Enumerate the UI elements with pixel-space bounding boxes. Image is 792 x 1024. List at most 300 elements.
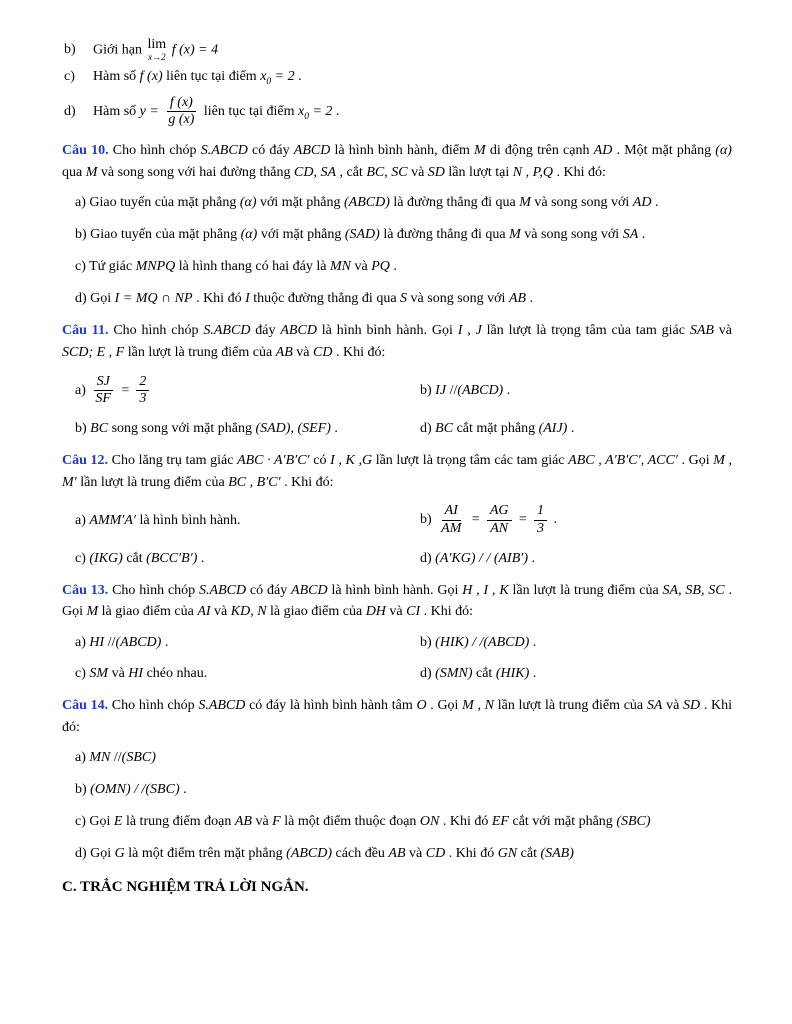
math-run bbox=[435, 635, 529, 650]
text: CI bbox=[406, 604, 421, 620]
text: S.ABCD bbox=[199, 582, 247, 598]
text-run bbox=[193, 291, 246, 306]
text: d) bbox=[420, 665, 436, 681]
text: ABCD bbox=[293, 143, 331, 159]
text: , cắt bbox=[336, 164, 367, 180]
math-run bbox=[197, 604, 210, 619]
text: PQ bbox=[371, 259, 390, 275]
text: Cho lăng trụ tam giác bbox=[108, 453, 238, 469]
math-run bbox=[647, 698, 663, 713]
question-number bbox=[62, 143, 109, 158]
limit-word: lim bbox=[147, 37, 167, 52]
text: x bbox=[260, 69, 267, 85]
text-run bbox=[125, 846, 286, 861]
text: b) bbox=[420, 382, 436, 398]
math-run bbox=[260, 69, 272, 87]
math-run bbox=[291, 583, 328, 598]
text: Hàm số bbox=[93, 103, 140, 119]
statement-row bbox=[62, 632, 732, 653]
text: lần lượt tại bbox=[444, 164, 513, 180]
text: cắt với mặt phẳng bbox=[508, 814, 617, 830]
math-run bbox=[241, 227, 258, 242]
limit-subscript: x→2 bbox=[148, 51, 166, 62]
text: . bbox=[529, 665, 537, 681]
text: và bbox=[713, 323, 732, 339]
item-label: d) bbox=[64, 103, 76, 119]
text-run bbox=[75, 666, 89, 681]
text: . Khi đó: bbox=[332, 345, 386, 361]
text: AB bbox=[234, 814, 252, 830]
math-run bbox=[513, 165, 553, 180]
text-run bbox=[526, 291, 533, 306]
statement-cell bbox=[420, 380, 732, 401]
statement-cell bbox=[420, 663, 732, 684]
math-run bbox=[294, 143, 331, 158]
text: CD bbox=[313, 345, 333, 361]
text: SAB bbox=[689, 323, 714, 339]
statement-item bbox=[62, 288, 732, 309]
text-run bbox=[200, 104, 298, 119]
text: (ABCD) bbox=[115, 634, 162, 650]
text: là hình thang có hai đáy là bbox=[175, 259, 330, 275]
text-run bbox=[75, 635, 89, 650]
math-run bbox=[231, 604, 267, 619]
text: KD, N bbox=[230, 604, 267, 620]
math-run bbox=[426, 846, 445, 861]
text: và song song với bbox=[530, 195, 633, 211]
text-run bbox=[517, 846, 540, 861]
text: a) Giao tuyến của mặt phẳng bbox=[75, 195, 240, 211]
math-run bbox=[594, 143, 613, 158]
math-run bbox=[117, 383, 133, 398]
text-run bbox=[331, 421, 338, 436]
math-run bbox=[663, 583, 725, 598]
text-run bbox=[420, 551, 435, 566]
text-run bbox=[453, 421, 539, 436]
text: (SAD) bbox=[344, 227, 380, 243]
text: AI bbox=[197, 604, 211, 620]
statement-item bbox=[62, 256, 732, 277]
text: (ABCD) bbox=[457, 382, 504, 398]
text: f (x) bbox=[139, 69, 163, 85]
text-run bbox=[330, 143, 474, 158]
text: M , N bbox=[462, 697, 495, 713]
question-paragraph bbox=[62, 450, 732, 493]
math-run bbox=[498, 846, 517, 861]
text: S.ABCD bbox=[200, 143, 248, 159]
text-run bbox=[75, 421, 90, 436]
text: IJ bbox=[435, 382, 447, 398]
text-run bbox=[75, 195, 240, 210]
text-run bbox=[97, 165, 294, 180]
text-run bbox=[124, 345, 275, 360]
text-run bbox=[75, 782, 90, 797]
text-run bbox=[531, 195, 633, 210]
text: f (x) = 4 bbox=[168, 42, 219, 58]
math-run bbox=[683, 698, 700, 713]
text: BC bbox=[90, 421, 109, 437]
text: b) Giao tuyến của mặt phẳng bbox=[75, 227, 241, 243]
text: (IKG) bbox=[89, 550, 123, 566]
text: cắt bbox=[517, 846, 541, 862]
math-run bbox=[128, 666, 143, 681]
text: S bbox=[400, 291, 408, 307]
text: a) bbox=[75, 382, 90, 398]
text: và bbox=[210, 604, 231, 620]
question-number bbox=[62, 453, 108, 468]
text: AMM′A′ bbox=[89, 512, 136, 528]
text: là đường thẳng đi qua bbox=[379, 227, 510, 243]
question-number bbox=[62, 583, 108, 598]
text: (α) bbox=[715, 143, 732, 159]
text-run bbox=[250, 291, 400, 306]
text: . bbox=[161, 634, 169, 650]
statement-cell bbox=[75, 373, 420, 408]
text: (SBC) bbox=[121, 750, 156, 766]
text: I , J bbox=[457, 323, 482, 339]
text-run bbox=[406, 846, 426, 861]
text: I = MQ ∩ NP bbox=[114, 291, 193, 307]
math-run bbox=[272, 814, 281, 829]
text-run bbox=[75, 259, 136, 274]
text: AB bbox=[275, 345, 293, 361]
math-run bbox=[87, 604, 99, 619]
text-run bbox=[486, 143, 594, 158]
statement-item bbox=[64, 94, 732, 129]
math-run bbox=[371, 259, 390, 274]
text: = bbox=[116, 382, 134, 398]
text-run bbox=[332, 104, 339, 119]
text: AD bbox=[593, 143, 613, 159]
text-run bbox=[75, 513, 89, 528]
text-run bbox=[143, 666, 207, 681]
text-run bbox=[75, 814, 114, 829]
fraction-denominator: AM bbox=[441, 520, 462, 536]
text: O bbox=[416, 697, 427, 713]
math-run bbox=[509, 291, 526, 306]
math-run bbox=[345, 227, 380, 242]
math-run bbox=[406, 604, 420, 619]
math-run bbox=[388, 846, 405, 861]
math-run bbox=[136, 259, 176, 274]
text-run bbox=[104, 635, 115, 650]
statement-row bbox=[62, 418, 732, 439]
text: GN bbox=[497, 846, 518, 862]
text: . bbox=[197, 550, 205, 566]
math-run bbox=[435, 551, 528, 566]
fraction-denominator: 3 bbox=[536, 520, 544, 536]
text-run bbox=[529, 666, 536, 681]
statement-cell bbox=[420, 548, 732, 569]
item-label: c) bbox=[64, 69, 75, 85]
text-run bbox=[246, 583, 291, 598]
text-run bbox=[380, 227, 509, 242]
math-run bbox=[86, 165, 98, 180]
fraction-denominator: g (x) bbox=[168, 112, 195, 128]
text-run bbox=[567, 421, 574, 436]
math-run bbox=[89, 666, 108, 681]
text-run bbox=[651, 195, 658, 210]
math-run bbox=[89, 750, 110, 765]
math-run bbox=[633, 195, 652, 210]
math-run bbox=[400, 291, 407, 306]
math-run bbox=[122, 750, 156, 765]
math-run bbox=[280, 323, 317, 338]
math-run bbox=[474, 143, 486, 158]
text: AB bbox=[508, 291, 527, 307]
text: = bbox=[514, 512, 531, 528]
text: Hàm số bbox=[93, 69, 140, 85]
text-run bbox=[108, 698, 198, 713]
statement-item bbox=[62, 779, 732, 800]
math-run bbox=[366, 165, 407, 180]
text-run bbox=[439, 814, 492, 829]
text-run bbox=[93, 69, 140, 84]
text-run bbox=[163, 69, 261, 84]
text-run bbox=[528, 551, 535, 566]
text: với mặt phẳng bbox=[256, 195, 345, 211]
math-run bbox=[309, 104, 332, 119]
text-run bbox=[420, 383, 435, 398]
text: SA bbox=[622, 227, 639, 243]
text: F bbox=[272, 814, 281, 830]
text: M bbox=[86, 604, 99, 620]
text-run bbox=[678, 453, 713, 468]
statement-item bbox=[62, 224, 732, 245]
text: . bbox=[179, 782, 187, 798]
text-run bbox=[77, 475, 228, 490]
limit-operator bbox=[148, 38, 167, 62]
text: N , P,Q bbox=[512, 164, 553, 180]
text-run bbox=[257, 227, 345, 242]
text: d) bbox=[420, 550, 436, 566]
text-run bbox=[336, 165, 366, 180]
text: và bbox=[407, 164, 428, 180]
text: lần lượt là trung điểm của bbox=[508, 582, 663, 598]
math-run bbox=[519, 195, 531, 210]
text-run bbox=[407, 291, 509, 306]
math-run bbox=[623, 227, 639, 242]
text: x bbox=[297, 103, 305, 119]
text: . bbox=[389, 259, 397, 275]
text: BC , B′C′ bbox=[228, 474, 281, 490]
text: SA bbox=[646, 697, 663, 713]
text-run bbox=[529, 635, 536, 650]
text-run bbox=[75, 383, 89, 398]
text: lần lượt là trọng tâm các tam giác bbox=[372, 453, 569, 469]
text: và bbox=[351, 259, 372, 275]
math-run bbox=[330, 453, 372, 468]
text: a) bbox=[75, 512, 90, 528]
math-run bbox=[271, 69, 294, 84]
math-run bbox=[462, 583, 508, 598]
text: là hình bình hành. Gọi bbox=[316, 323, 458, 339]
text-run bbox=[267, 604, 366, 619]
math-run bbox=[199, 583, 246, 598]
text: = 2 bbox=[308, 103, 333, 119]
text: SD bbox=[683, 697, 701, 713]
text-run bbox=[175, 259, 330, 274]
text: và song song với bbox=[407, 291, 509, 307]
text: là giao điểm của bbox=[98, 604, 198, 620]
text: là trung điểm đoạn bbox=[122, 814, 235, 830]
text: Cho hình chóp bbox=[108, 582, 200, 598]
text-run bbox=[662, 698, 683, 713]
text: ABCD bbox=[280, 323, 317, 339]
text: ON bbox=[419, 814, 440, 830]
text-run bbox=[638, 227, 645, 242]
text: Câu 11. bbox=[62, 323, 109, 339]
text: có đáy là hình bình hành tâm bbox=[245, 697, 417, 713]
fraction bbox=[136, 374, 149, 407]
text: c) Tứ giác bbox=[75, 259, 136, 275]
text: // bbox=[104, 634, 116, 650]
text: . bbox=[526, 291, 534, 307]
text: (A′KG) / / (AIB′) bbox=[435, 550, 528, 566]
text: H , I , K bbox=[462, 582, 509, 598]
text-run bbox=[420, 666, 435, 681]
text-run bbox=[390, 259, 397, 274]
text-run bbox=[295, 69, 302, 84]
math-run bbox=[428, 165, 445, 180]
math-run bbox=[457, 383, 503, 398]
text: song song với mặt phẳng bbox=[108, 421, 256, 437]
statement-row bbox=[62, 548, 732, 569]
statement-cell bbox=[420, 418, 732, 439]
math-run bbox=[62, 345, 124, 360]
text: ABC · A′B′C′ bbox=[237, 453, 310, 469]
text-run bbox=[420, 421, 435, 436]
text-run bbox=[108, 666, 128, 681]
text-run bbox=[75, 291, 115, 306]
text-run bbox=[197, 551, 204, 566]
subscript: 0 bbox=[304, 111, 309, 122]
text: và bbox=[251, 814, 273, 830]
text: b) bbox=[75, 421, 91, 437]
math-run bbox=[435, 421, 453, 436]
text-run bbox=[473, 666, 496, 681]
text: đáy bbox=[250, 323, 281, 339]
text-run bbox=[75, 750, 89, 765]
text: Câu 10. bbox=[62, 143, 109, 159]
subscript: 0 bbox=[266, 76, 272, 87]
text-run bbox=[420, 635, 435, 650]
text: và bbox=[662, 697, 683, 713]
text: Câu 14. bbox=[62, 697, 109, 713]
text: lần lượt là trung điểm của bbox=[494, 697, 647, 713]
question-number bbox=[62, 698, 108, 713]
text: . Khi đó: bbox=[280, 474, 334, 490]
text: S.ABCD bbox=[203, 323, 251, 339]
text: DH bbox=[365, 604, 386, 620]
math-run bbox=[140, 69, 163, 84]
statement-row bbox=[62, 373, 732, 408]
math-run bbox=[509, 227, 521, 242]
text-run bbox=[93, 42, 146, 57]
text: lần lượt là trung điểm của bbox=[76, 474, 229, 490]
text: b) bbox=[420, 512, 436, 528]
text: a) bbox=[75, 750, 90, 766]
statement-item bbox=[62, 811, 732, 832]
math-run bbox=[420, 814, 439, 829]
text-run bbox=[122, 814, 234, 829]
text: và bbox=[385, 604, 407, 620]
text: . bbox=[638, 227, 646, 243]
text-run bbox=[420, 512, 435, 527]
text: là hình bình hành. bbox=[135, 512, 241, 528]
text: C. TRẮC NGHIỆM TRẢ LỜI NGẮN. bbox=[62, 879, 309, 896]
text: và song song với bbox=[520, 227, 623, 243]
text: là một điểm thuộc đoạn bbox=[280, 814, 420, 830]
text: với mặt phẳng bbox=[257, 227, 345, 243]
text: (ABCD) bbox=[286, 846, 333, 862]
text: b) bbox=[75, 782, 91, 798]
text: (AIJ) bbox=[538, 421, 568, 437]
text: (BCC′B′) bbox=[146, 550, 198, 566]
text-run bbox=[98, 604, 197, 619]
text: MN bbox=[89, 750, 111, 766]
text: và song song với hai đường thẳng bbox=[97, 164, 294, 180]
math-run bbox=[458, 323, 482, 338]
text-run bbox=[328, 583, 463, 598]
text-run bbox=[136, 513, 241, 528]
text-run bbox=[245, 698, 416, 713]
text: c) Gọi bbox=[75, 814, 114, 830]
math-run bbox=[140, 104, 163, 119]
statement-item bbox=[62, 192, 732, 213]
text: G bbox=[114, 846, 125, 862]
text: BC, SC bbox=[366, 164, 408, 180]
fraction-numerator: AI bbox=[442, 503, 461, 520]
statement-cell bbox=[75, 663, 420, 684]
text-run bbox=[281, 475, 334, 490]
text: và bbox=[405, 846, 426, 862]
text: . bbox=[651, 195, 659, 211]
text-run bbox=[75, 551, 89, 566]
text: CD bbox=[425, 846, 446, 862]
text: AD bbox=[632, 195, 652, 211]
statement-cell bbox=[75, 418, 420, 439]
statement-cell bbox=[420, 502, 732, 537]
fraction bbox=[438, 503, 464, 536]
fraction bbox=[165, 95, 197, 128]
text: thuộc đường thẳng đi qua bbox=[249, 291, 401, 307]
text: Câu 13. bbox=[62, 582, 109, 598]
fraction bbox=[534, 503, 547, 536]
text: và bbox=[108, 665, 129, 681]
text: d) Gọi bbox=[75, 291, 115, 307]
text: . bbox=[549, 512, 557, 528]
text: MN bbox=[330, 259, 351, 275]
text-run bbox=[494, 698, 647, 713]
text: y = bbox=[139, 103, 163, 119]
text-run bbox=[75, 846, 115, 861]
text: và bbox=[292, 345, 313, 361]
math-run bbox=[539, 421, 568, 436]
fraction-numerator: AG bbox=[487, 503, 512, 520]
text: AB bbox=[388, 846, 406, 862]
text-run bbox=[372, 453, 568, 468]
math-run bbox=[201, 143, 248, 158]
text-run bbox=[281, 814, 420, 829]
math-run bbox=[115, 291, 193, 306]
text-run bbox=[180, 782, 187, 797]
bold-run bbox=[62, 879, 309, 895]
text: (α) bbox=[239, 195, 257, 211]
text-run bbox=[109, 143, 201, 158]
text: là hình bình hành. Gọi bbox=[327, 582, 463, 598]
question-paragraph bbox=[62, 320, 732, 363]
